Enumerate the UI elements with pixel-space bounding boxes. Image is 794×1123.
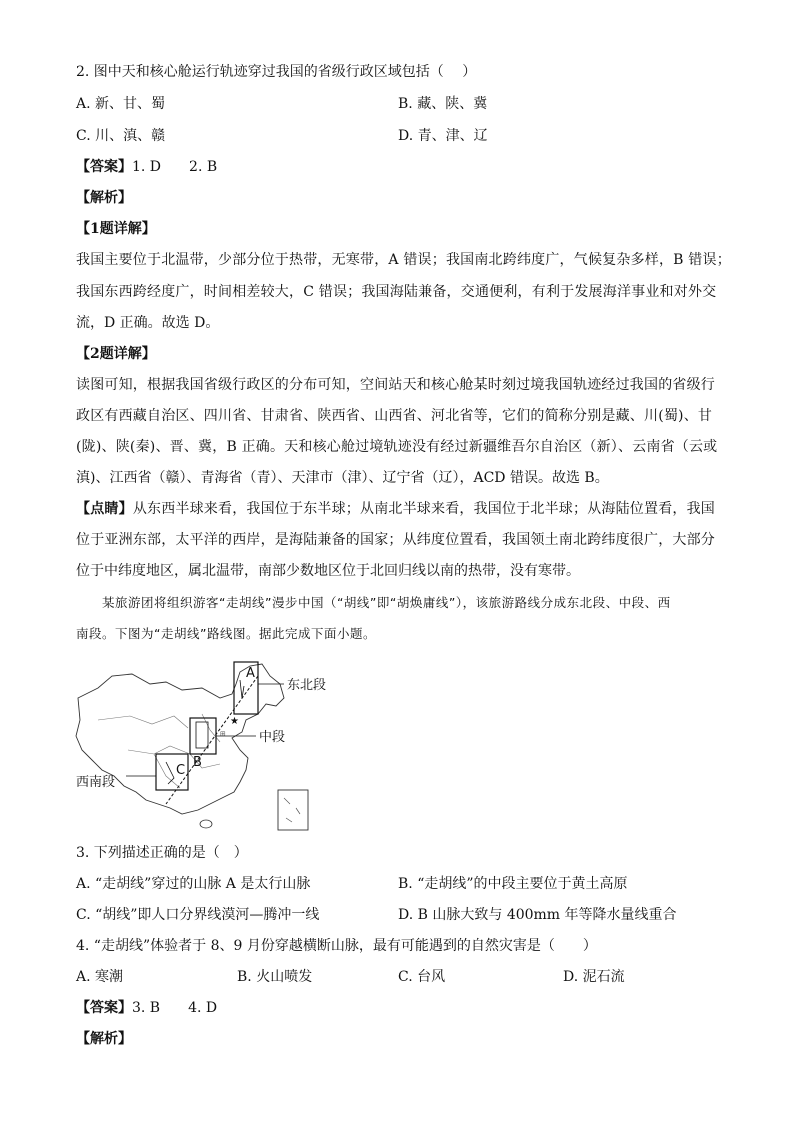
south-sea-inset (278, 790, 308, 830)
capital-star-icon: ★ (230, 716, 239, 727)
province-borders (98, 714, 220, 788)
label-middle: 中段 (259, 730, 286, 745)
analysis-label: 【解析】 (76, 1031, 132, 1047)
box-middle (190, 718, 216, 754)
detail2-line: 读图可知，根据我国省级行政区的分布可知，空间站天和核心舱某时刻过境我国轨迹经过我国的省级行 (76, 377, 715, 393)
dianjing-line: 位于亚洲东部，太平洋的西岸，是海陆兼备的国家；从纬度位置看，我国领土南北跨纬度很广，大部分 (76, 532, 715, 548)
q4-option-d: D. 泥石流 (563, 969, 625, 985)
q4-option-c: C. 台风 (398, 969, 446, 985)
detail2-line: (陇)、陕(秦)、晋、冀，B 正确。天和核心舱过境轨迹没有经过新疆维吾尔自治区（新）、云南省（云或 (76, 439, 718, 455)
q3-option-b: B. “走胡线”的中段主要位于黄土高原 (398, 876, 628, 892)
dianjing-line (76, 499, 716, 519)
detail2-line: 滇)、江西省（赣）、青海省（青）、天津市（津）、辽宁省（辽），ACD 错误。故选 B。 (76, 470, 609, 486)
hu-line (166, 676, 258, 804)
label-southwest: 西南段 (76, 775, 116, 790)
answer-block-1 (76, 157, 217, 177)
label-c: C (176, 763, 186, 778)
q4-option-b: B. 火山喷发 (237, 969, 313, 985)
intro-line: 某旅游团将组织游客“走胡线”漫步中国（“胡线”即“胡焕庸线”），该旅游路线分成东北段、中段、西 (76, 595, 671, 610)
dianjing-label: 【点睛】 (76, 501, 133, 517)
hainan-island (200, 820, 212, 828)
q2-stem: 2. 图中天和核心舱运行轨迹穿过我国的省级行政区域包括（ ） (76, 64, 477, 80)
box-middle-inner (196, 722, 208, 748)
box-a-hatch (240, 680, 244, 698)
q4-option-a: A. 寒潮 (76, 969, 124, 985)
inset-islands (284, 798, 300, 822)
q3-option-a: A. “走胡线”穿过的山脉 A 是太行山脉 (76, 876, 311, 892)
box-c-route (166, 762, 174, 784)
q3-option-c: C. “胡线”即人口分界线漠河—腾冲一线 (76, 907, 320, 923)
answer-text: 1. D 2. B (132, 159, 218, 175)
label-northeast: 东北段 (287, 678, 327, 693)
analysis-label: 【解析】 (76, 190, 132, 206)
answer-label: 【答案】 (76, 1000, 132, 1016)
detail1-line: 我国主要位于北温带，少部分位于热带，无寒带，A 错误；我国南北跨纬度广，气候复杂多样，B 错误； (76, 252, 731, 268)
q3-stem: 3. 下列描述正确的是（ ） (76, 845, 248, 861)
dianjing-text: 从东西半球来看，我国位于东半球；从南北半球来看，我国位于北半球；从海陆位置看，我国 (132, 501, 716, 517)
answer-text: 3. B 4. D (132, 1000, 218, 1016)
detail1-line: 流，D 正确。故选 D。 (76, 315, 220, 331)
q4-stem: 4. “走胡线”体验者于 8、9 月份穿越横断山脉，最有可能遇到的自然灾害是（ ） (76, 938, 597, 954)
q2-option-d: D. 青、津、辽 (398, 128, 488, 144)
hu-line-route-map (70, 658, 330, 836)
label-a: A (246, 666, 255, 681)
q3-option-d: D. B 山脉大致与 400mm 年等降水量线重合 (398, 907, 677, 923)
detail1-header: 【1题详解】 (76, 221, 156, 237)
detail2-header: 【2题详解】 (76, 346, 156, 362)
q2-option-a: A. 新、甘、蜀 (76, 96, 166, 112)
answer-label: 【答案】 (76, 159, 132, 175)
middle-mark: ⊞ (220, 730, 226, 738)
china-outline (76, 664, 284, 814)
detail1-line: 我国东西跨经度广，时间相差较大，C 错误；我国海陆兼备，交通便利，有利于发展海洋事业和对外交 (76, 284, 717, 300)
answer-block-2 (76, 998, 217, 1018)
q2-option-c: C. 川、滇、赣 (76, 128, 166, 144)
q2-option-b: B. 藏、陕、冀 (398, 96, 488, 112)
intro-line: 南段。下图为“走胡线”路线图。据此完成下面小题。 (76, 626, 376, 641)
detail2-line: 政区有西藏自治区、四川省、甘肃省、陕西省、山西省、河北省等，它们的简称分别是藏、川(蜀)、甘 (76, 408, 713, 424)
label-b: B (193, 755, 202, 770)
dianjing-line: 位于中纬度地区，属北温带，南部少数地区位于北回归线以南的热带，没有寒带。 (76, 563, 580, 579)
